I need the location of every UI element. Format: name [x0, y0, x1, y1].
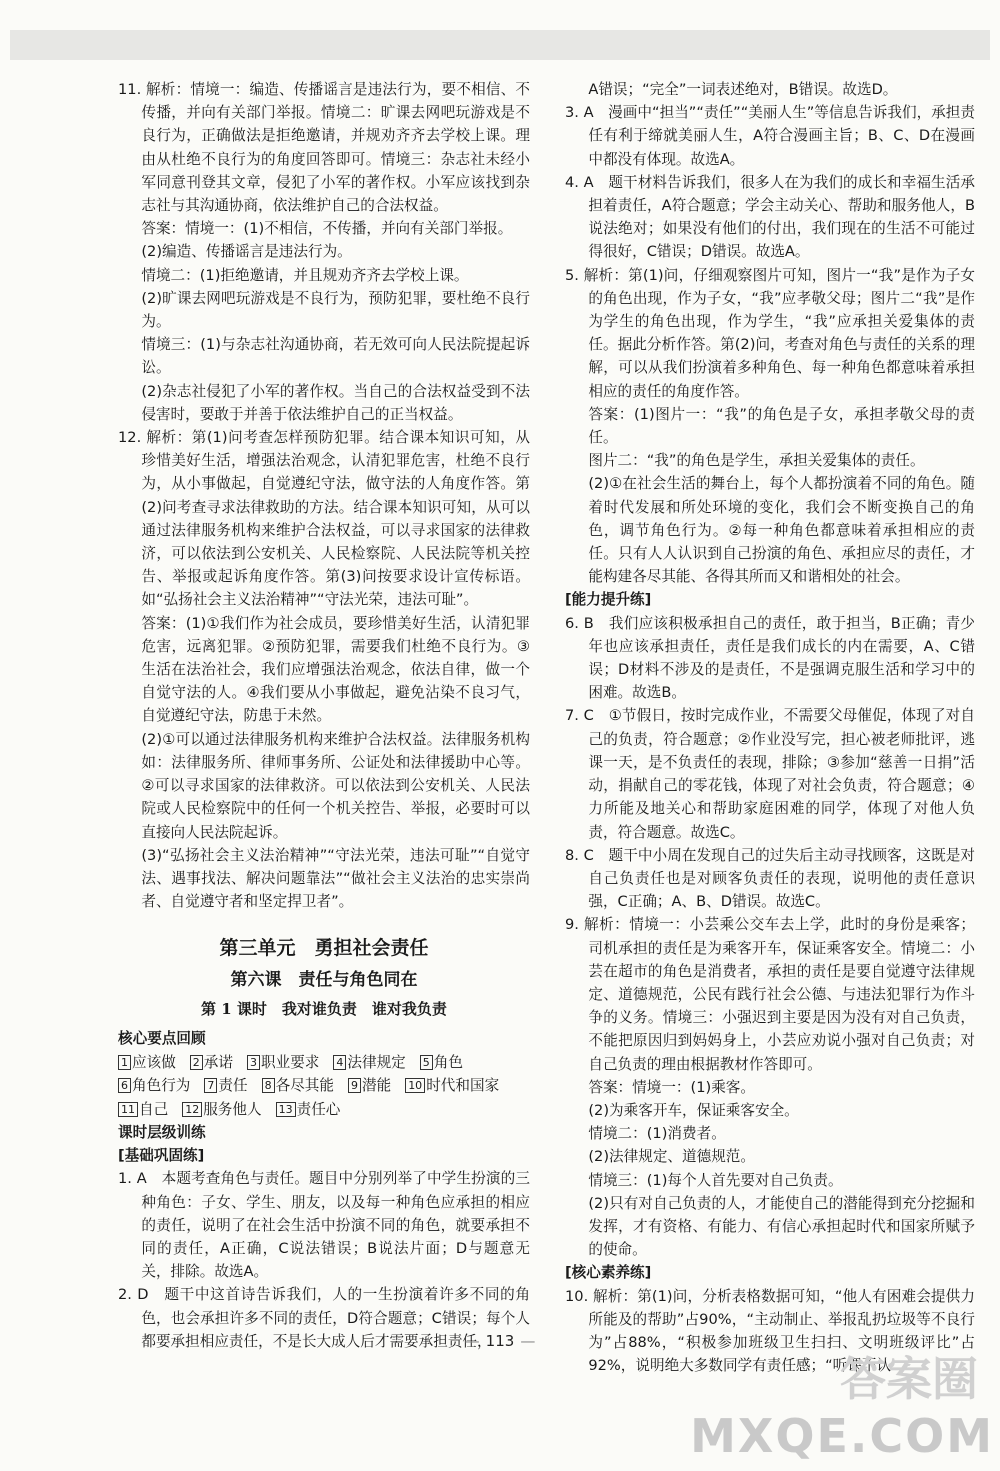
key-point-text: 承诺: [203, 1053, 233, 1071]
key-points-grid: [118, 1051, 530, 1122]
q10-analysis: 10. 解析：第(1)问，分析表格数据可知，“他人有困难会提供力所能及的帮助”占90%，“主动制止、举报乱扔垃圾等不良行为”占88%，“积极参加班级卫生扫扫、文明班级评比”占92%，说明绝大多数同学有责任感；“听课不认: [565, 1287, 975, 1375]
key-point-item: [118, 1098, 168, 1122]
key-point-item: [405, 1074, 499, 1098]
q12-answer: (3)“弘扬社会主义法治精神”“守法光荣，违法可耻”“自觉守法、遇事找法、解决问题靠法”“做社会主义法治的忠实崇尚者、自觉遵守者和坚定捍卫者”。: [141, 846, 530, 911]
key-point-item: [204, 1074, 247, 1098]
q12-answer: (2)①可以通过法律服务机构来维护合法权益。法律服务机构如：法律服务所、律师事务所、公证处和法律援助中心等。②可以寻求国家的法律救济。可以依法到公安机关、人民法院或人民检察院中的任何一个机关控告、举报，必要时可以直接向人民法院起诉。: [141, 730, 530, 841]
key-point-text: 时代和国家: [426, 1077, 500, 1095]
q5-answer: 图片二：“我”的角色是学生，承担关爱集体的责任。: [588, 452, 925, 470]
key-points-row: [118, 1098, 530, 1122]
key-point-number: 6: [118, 1078, 131, 1093]
q11-answer: (2)杂志社侵犯了小军的著作权。当自己的合法权益受到不法侵害时，要敢于并善于依法维护自己的正当权益。: [141, 382, 530, 423]
page-number: — 113 —: [0, 1332, 1000, 1350]
key-point-text: 潜能: [361, 1077, 392, 1095]
watermark-logo: 答案圈: [840, 1352, 978, 1406]
key-point-text: 各尽其能: [275, 1077, 334, 1095]
core-heading: [核心素养练]: [565, 1264, 652, 1282]
key-point-text: 服务他人: [203, 1100, 262, 1118]
key-point-text: 角色: [433, 1053, 463, 1071]
key-point-number: 11: [118, 1102, 138, 1117]
key-point-text: 责任: [218, 1077, 248, 1095]
ability-heading: [能力提升练]: [565, 591, 652, 609]
key-point-item: [247, 1051, 319, 1075]
key-point-number: 3: [247, 1055, 260, 1070]
key-point-number: 2: [190, 1055, 203, 1070]
lesson-title: 第六课 责任与角色同在: [230, 970, 418, 991]
q3-answer: 3. A 漫画中“担当”“责任”“美丽人生”等信息告诉我们，承担责任有利于缔就美丽人生，A符合漫画主旨；B、C、D在漫画中都没有体现。故选A。: [565, 104, 975, 168]
key-point-number: 8: [262, 1078, 275, 1093]
q2-answer: 2. D 题干中这首诗告诉我们，人的一生扮演着许多不同的角色，也会承担许多不同的责任，D符合题意；C错误；每个人都要承担相应责任，不是长大成人后才需要承担责任，: [118, 1286, 530, 1350]
q11-answer: 答案：情境一：(1)不相信，不传播，并向有关部门举报。: [141, 220, 513, 238]
key-point-number: 9: [348, 1078, 361, 1093]
q5-analysis: 5. 解析：第(1)问，仔细观察图片可知，图片一“我”是作为子女的角色出现，作为子女，“我”应孝敬父母；图片二“我”是作为学生的角色出现，作为学生，“我”应承担关爱集体的责任。据此分析作答。第(2)问，考查对角色与责任的关系的理解，可以从我们扮演着多种角色、每一种角色都意味着承担相应的责任的角度作答。: [565, 266, 975, 400]
key-point-text: 法律规定: [347, 1053, 406, 1071]
key-point-number: 1: [118, 1055, 131, 1070]
key-point-number: 13: [276, 1102, 296, 1117]
key-point-item: [182, 1098, 261, 1122]
key-point-item: [118, 1051, 176, 1075]
q9-answer: (2)为乘客开车，保证乘客安全。: [588, 1101, 799, 1119]
q8-answer: 8. C 题干中小周在发现自己的过失后主动寻找顾客，这既是对自己负责任也是对顾客负责任的表现，说明他的责任意识强，C正确；A、B、D错误。故选C。: [565, 846, 975, 911]
key-points-heading: 核心要点回顾: [118, 1030, 206, 1048]
q9-answer: (2)法律规定、道德规范。: [588, 1148, 755, 1166]
top-scan-band: [10, 30, 990, 60]
watermark-site: MXQE.COM: [690, 1409, 994, 1463]
key-point-number: 7: [204, 1078, 217, 1093]
q5-answer: 答案：(1)图片一：“我”的角色是子女，承担孝敬父母的责任。: [588, 405, 975, 447]
basic-heading: [基础巩固练]: [118, 1147, 205, 1165]
key-point-item: [262, 1074, 334, 1098]
key-point-item: [333, 1051, 405, 1075]
key-point-text: 角色行为: [132, 1077, 191, 1095]
q11-answer: 情境三：(1)与杂志社沟通协商，若无效可向人民法院提起诉讼。: [141, 336, 530, 377]
key-point-number: 12: [182, 1102, 202, 1117]
q11-answer: 情境二：(1)拒绝邀请，并且规劝齐齐去学校上课。: [141, 266, 469, 284]
q9-answer: 情境二：(1)消费者。: [588, 1125, 726, 1143]
key-point-item: [348, 1074, 391, 1098]
key-point-number: 5: [420, 1055, 433, 1070]
q11-answer: (2)编造、传播谣言是违法行为。: [141, 243, 352, 261]
key-point-number: 4: [333, 1055, 346, 1070]
q4-answer: 4. A 题干材料告诉我们，很多人在为我们的成长和幸福生活承担着责任，A符合题意；学会主动关心、帮助和服务他人，B说法绝对；如果没有他们的付出，我们现在的生活不可能过得很好，C错误；D错误。故选A。: [565, 173, 975, 261]
key-point-text: 职业要求: [261, 1053, 320, 1071]
training-heading: 课时层级训练: [118, 1124, 206, 1142]
key-point-item: [118, 1074, 190, 1098]
q11-analysis: 11. 解析：情境一：编造、传播谣言是违法行为，要不相信、不传播，并向有关部门举报。情境二：旷课去网吧玩游戏是不良行为，正确做法是拒绝邀请，并规劝齐齐去学校上课。理由从杜绝不良行为的角度回答即可。情境三：杂志社未经小军同意刊登其文章，侵犯了小军的著作权。小军应该找到杂志社与其沟通协商，依法维护自己的合法权益。: [118, 81, 530, 215]
key-points-row: [118, 1051, 530, 1075]
q9-answer: (2)只有对自己负责的人，才能使自己的潜能得到充分挖掘和发挥，才有资格、有能力、有信心承担起时代和国家所赋予的使命。: [588, 1194, 975, 1259]
q9-answer: 答案：情境一：(1)乘客。: [588, 1078, 755, 1096]
key-point-item: [420, 1051, 463, 1075]
left-column: [118, 78, 530, 1353]
q6-answer: 6. B 我们应该积极承担自己的责任，敢于担当，B正确；青少年也应该承担责任，责任是我们成长的内在需要，A、C错误；D材料不涉及的是责任，不是强调克服生活和学习中的困难。故选B。: [565, 614, 975, 702]
q5-answer: (2)①在社会生活的舞台上，每个人都扮演着不同的角色。随着时代发展和所处环境的变化，我们会不断变换自己的角色，调节角色行为。②每一种角色都意味着承担相应的责任。只有人人认识到自己扮演的角色、承担应尽的责任，才能构建各尽其能、各得其所而又和谐相处的社会。: [588, 475, 975, 586]
key-point-text: 应该做: [132, 1053, 176, 1071]
key-point-number: 10: [405, 1078, 425, 1093]
period-title: 第 1 课时 我对谁负责 谁对我负责: [201, 1000, 447, 1019]
q9-answer: 情境三：(1)每个人首先要对自己负责。: [588, 1171, 843, 1189]
q1-answer: 1. A 本题考查角色与责任。题目中分别列举了中学生扮演的三种角色：子女、学生、朋友，以及每一种角色应承担的相应的责任，说明了在社会生活中扮演不同的角色，就要承担不同的责任，A正确，C说法错误；B说法片面；D与题意无关，排除。故选A。: [118, 1170, 530, 1281]
key-point-item: [276, 1098, 341, 1122]
q2-continued: A错误；“完全”一词表述绝对，B错误。故选D。: [588, 81, 898, 98]
key-point-item: [190, 1051, 233, 1075]
key-points-row: [118, 1074, 530, 1098]
q12-analysis: 12. 解析：第(1)问考查怎样预防犯罪。结合课本知识可知，从珍惜美好生活，增强法治观念，认清犯罪危害，杜绝不良行为，从小事做起，自觉遵纪守法，做守法的人角度作答。第(2)问考查寻求法律救助的方法。结合课本知识可知，从可以通过法律服务机构来维护合法权益，可以寻求国家的法律救济，可以依法到公安机关、人民检察院、人民法院等机关控告、举报或起诉角度作答。第(3)问按要求设计宣传标语。如“弘扬社会主义法治精神”“守法光荣，违法可耻”。: [118, 429, 530, 609]
q11-answer: (2)旷课去网吧玩游戏是不良行为，预防犯罪，要杜绝不良行为。: [141, 289, 530, 331]
right-column: [565, 78, 975, 1377]
unit-title: 第三单元 勇担社会责任: [219, 937, 429, 960]
key-point-text: 自己: [139, 1100, 169, 1118]
q12-answer: 答案：(1)①我们作为社会成员，要珍惜美好生活，认清犯罪危害，远离犯罪。②预防犯罪，需要我们杜绝不良行为。③生活在法治社会，我们应增强法治观念，依法自律，做一个自觉守法的人。④我们要从小事做起，避免沾染不良习气，自觉遵纪守法，防患于未然。: [141, 614, 530, 725]
key-point-text: 责任心: [296, 1100, 341, 1118]
q9-analysis: 9. 解析：情境一：小芸乘公交车去上学，此时的身份是乘客；司机承担的责任是为乘客开车，保证乘客安全。情境二：小芸在超市的角色是消费者，承担的责任是要自觉遵守法律规定、道德规范，公民有践行社会公德、与违法犯罪行为作斗争的义务。情境三：小强迟到主要是因为没有对自己负责，不能把原因归到妈妈身上，小芸应劝说小强对自己负责；对自己负责的理由根据教材作答即可。: [565, 916, 975, 1073]
q7-answer: 7. C ①节假日，按时完成作业，不需要父母催促，体现了对自己的负责，符合题意；②作业没写完，担心被老师批评，逃课一天，是不负责任的表现，排除；③参加“慈善一日捐”活动，捐献自己的零花钱，体现了对社会负责，符合题意；④力所能及地关心和帮助家庭困难的同学，体现了对他人负责，符合题意。故选C。: [565, 707, 975, 841]
